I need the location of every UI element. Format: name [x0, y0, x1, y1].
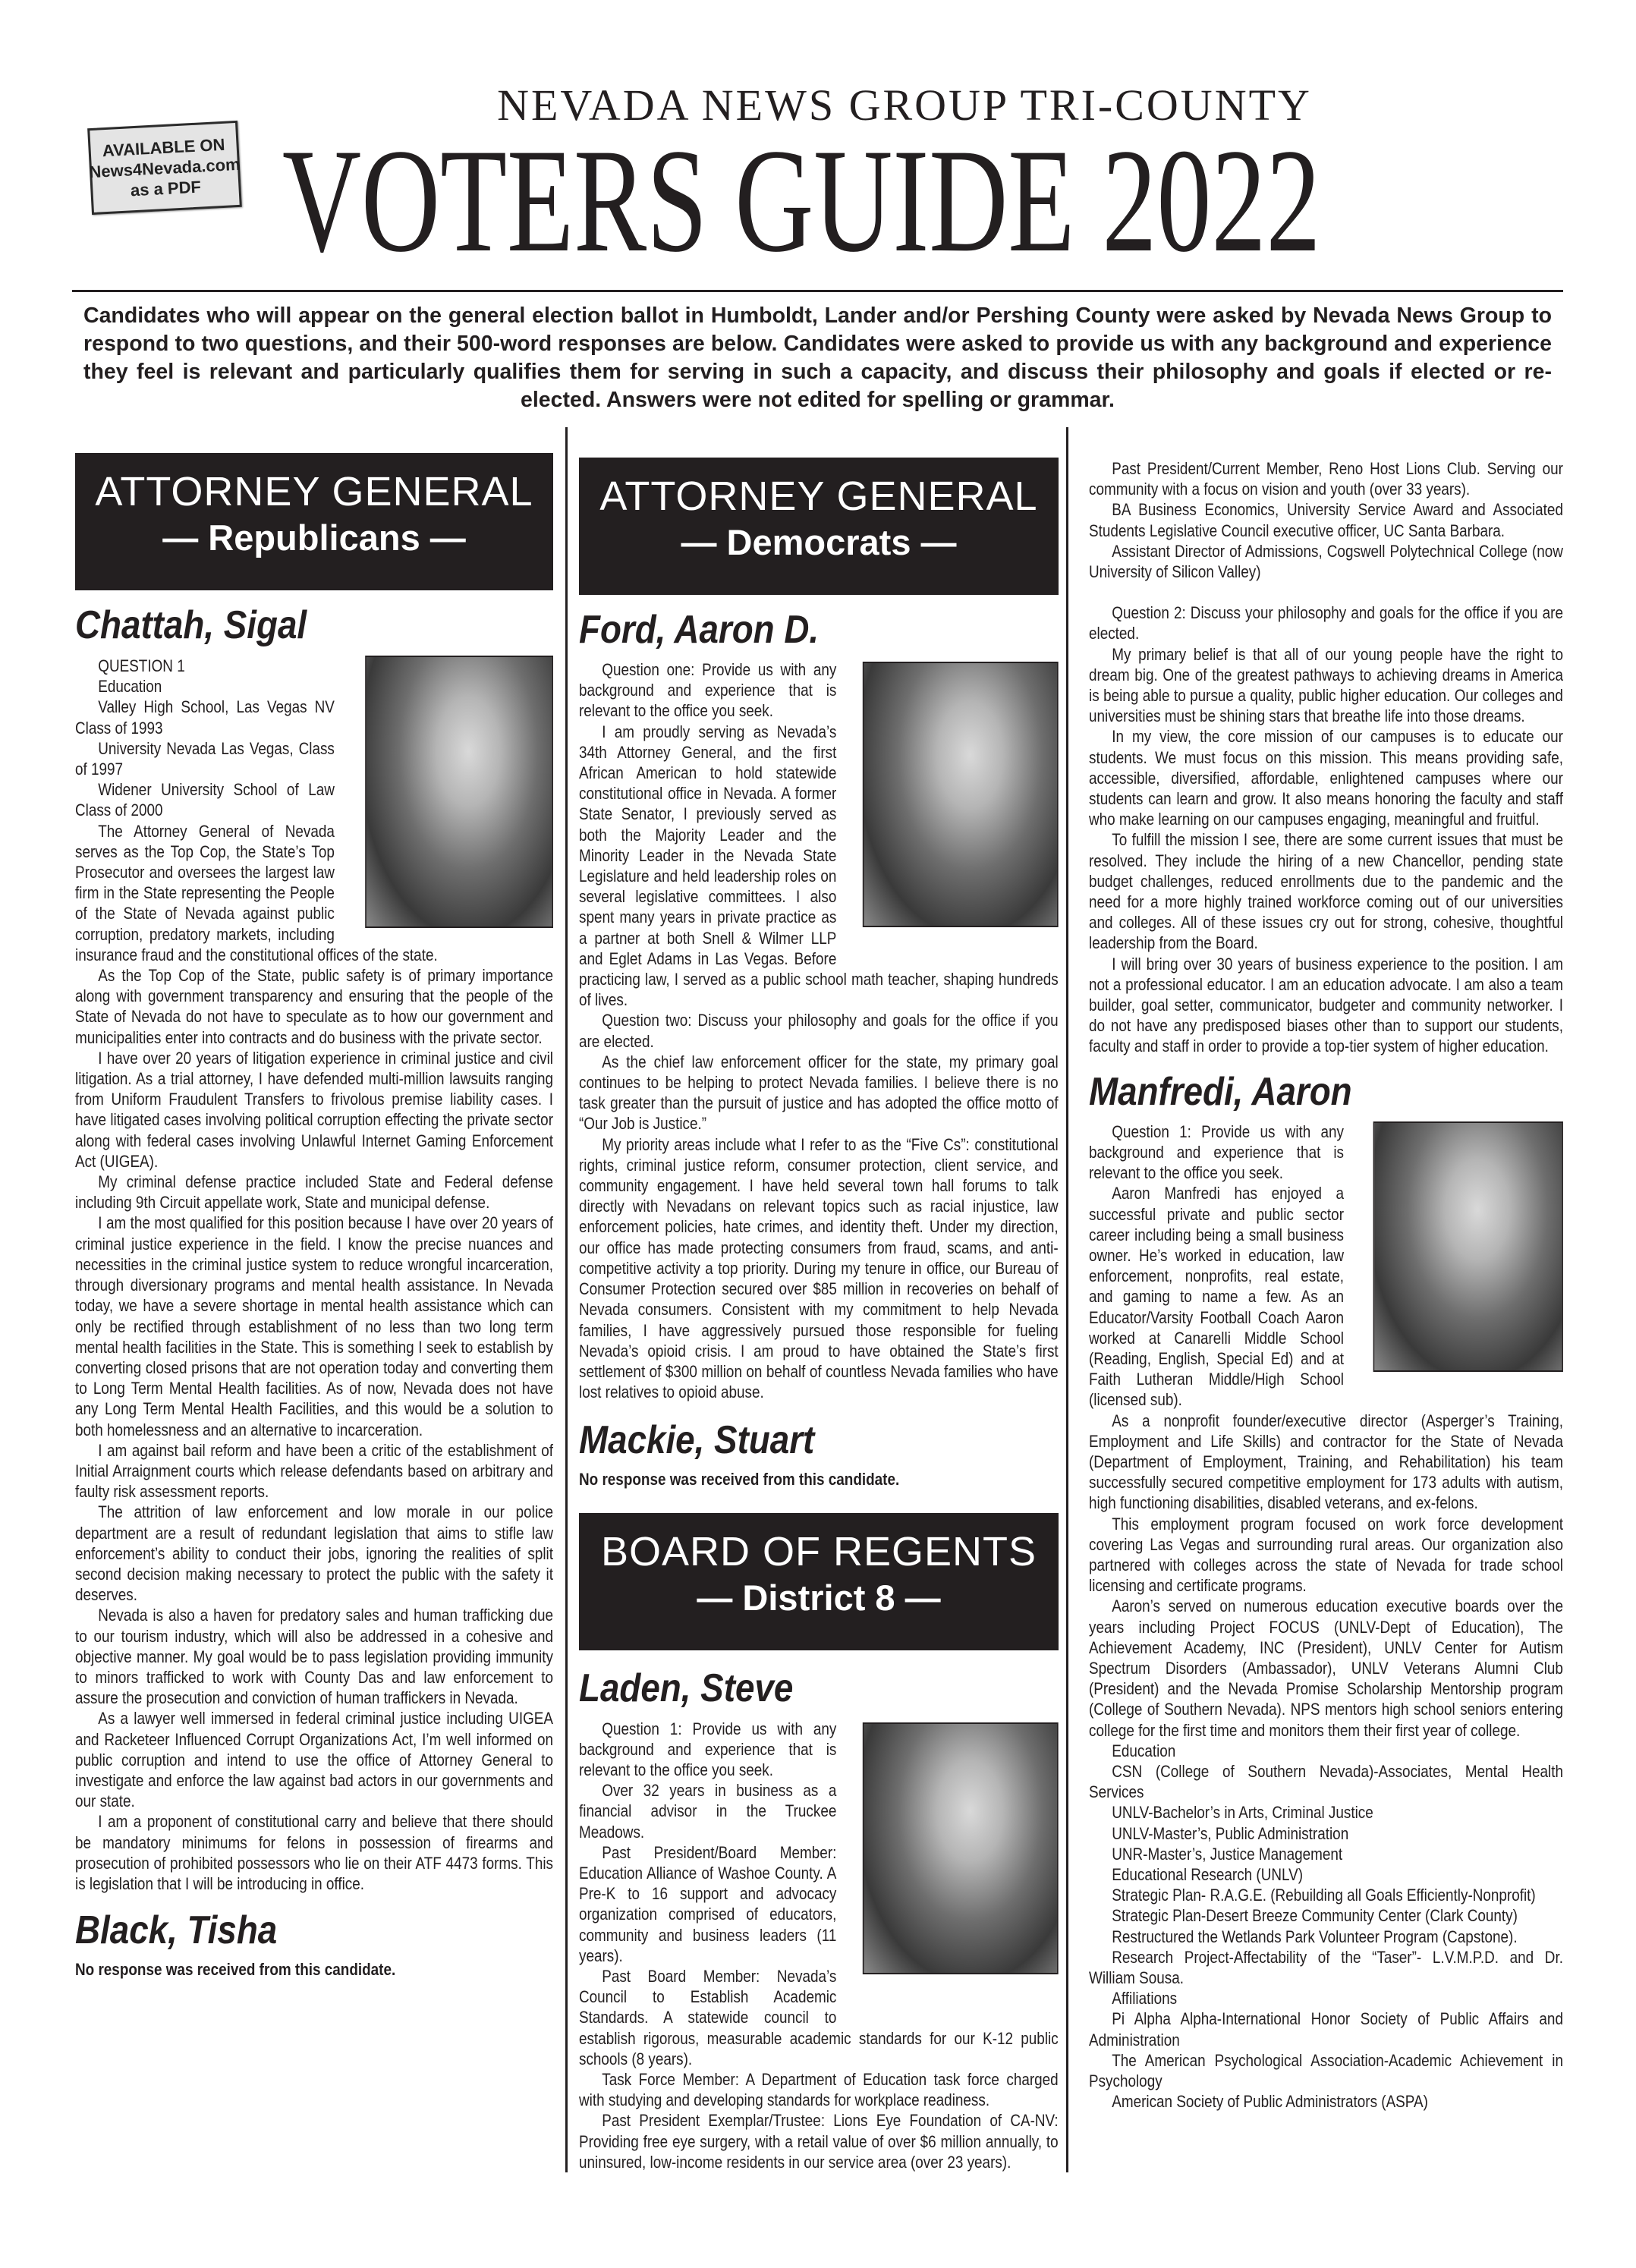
intro-text: Candidates who will appear on the general election ballot in Humboldt, Lander and/or Pershing County were asked by Nevada News Group to respond to two questions, and their 500-word responses are below. Candidates were asked to provide us with any background and experience they feel is relevant and particularly qualifies them for serving in such a capacity, and discuss their philosophy and goals if elected or re-elected. Answers were not edited for spelling or grammar.: [83, 304, 1552, 412]
candidate-name: Mackie, Stuart: [579, 1418, 815, 1463]
response-paragraph: Question 1: Provide us with any background and experience that is relevant to the office you seek.: [1089, 1121, 1344, 1183]
candidate-response-laden: [579, 1719, 1059, 2172]
column-3: [1089, 458, 1563, 2112]
response-paragraph: Valley High School, Las Vegas NV Class of 1993: [75, 697, 335, 738]
response-paragraph: Task Force Member: A Department of Education task force charged with studying and developing standards for workplace readiness.: [579, 2069, 1059, 2110]
candidate-name: Ford, Aaron D.: [579, 608, 820, 652]
response-paragraph: Past President/Board Member: Education Alliance of Washoe County. A Pre-K to 16 support and advocacy organization comprised of educators, community and business leaders (11 years).: [579, 1842, 837, 1965]
response-paragraph: Aaron Manfredi has enjoyed a successful private and public sector career including being a small business owner. He’s worked in education, law enforcement, nonprofits, real estate, and gaming to name a few. As an Educator/Varsity Football Coach Aaron worked at Canarelli Middle School (Reading, English, Special Ed) and at Faith Lutheran Middle/High School (licensed sub).: [1089, 1184, 1344, 1410]
response-paragraph: UNR-Master’s, Justice Management: [1112, 1844, 1343, 1864]
photo-float: [335, 656, 553, 944]
candidate-name: Chattah, Sigal: [75, 603, 307, 647]
response-paragraph: Education: [98, 677, 162, 697]
available-on-pdf-stamp: [87, 121, 242, 215]
column-divider: [1066, 427, 1068, 2172]
response-paragraph: Widener University School of Law Class of 2000: [75, 780, 335, 820]
response-paragraph: BA Business Economics, University Service Award and Associated Students Legislative Council executive officer, UC Santa Barbara.: [1089, 500, 1563, 540]
response-paragraph: I am the most qualified for this position because I have over 20 years of criminal justice experience in the field. I know the precise nuances and necessities in the criminal justice system to reduce wrongful incarceration, through diversionary programs and mental health assistance. In Nevada today, we have a severe shortage in mental health assistance which can only be rectified through establishment of no less than two long term mental health facilities in the State. This is something I seek to establish by converting closed prisons that are not operation today and converting them to Long Term Mental Health facilities. As of now, Nevada does not have any Long Term Mental Health Facilities, and this would be a solution to both homelessness and an alternative to incarceration.: [75, 1213, 554, 1439]
no-response-note: No response was received from this candidate.: [75, 1960, 396, 1980]
section-header-board-of-regents: [579, 1513, 1059, 1650]
masthead-rule: [72, 290, 1563, 292]
candidate-photo: [863, 662, 1059, 927]
section-subtitle: — Democrats —: [681, 522, 957, 562]
response-paragraph: I will bring over 30 years of business experience to the position. I am not a professional educator. I am an education advocate. I am also a team builder, goal setter, communicator, budgeter and community networker. I do not have any predisposed biases other than to support our students, faculty and staff in order to provide a top-tier system of higher education.: [1089, 954, 1563, 1056]
response-paragraph: CSN (College of Southern Nevada)-Associates, Mental Health Services: [1089, 1761, 1563, 1802]
masthead-kicker: NEVADA NEWS GROUP TRI-COUNTY: [497, 80, 1312, 130]
response-paragraph: University Nevada Las Vegas, Class of 1997: [75, 738, 335, 779]
paragraph-list: [1089, 458, 1563, 582]
section-title: BOARD OF REGENTS: [600, 1528, 1037, 1574]
response-paragraph: I have over 20 years of litigation experience in criminal justice and civil litigation. As a trial attorney, I have defended multi-million lawsuits ranging from Uniform Fraudulent Transfers to frivolous premise liability cases. I have litigated cases involving political corruption effecting the private sector along with federal cases involving Unlawful Internet Gaming Enforcement Act (UIGEA).: [75, 1048, 554, 1171]
response-paragraph: Nevada is also a haven for predatory sales and human trafficking due to our tourism industry, which will also be addressed in a cohesive and objective manner. My goal would be to pass legislation providing immunity to minors trafficked to work with County Das and law enforcement to assure the prosecution and conviction of human traffickers in Nevada.: [75, 1606, 554, 1708]
response-paragraph: As the Top Cop of the State, public safety is of primary importance along with government transparency and ensuring that the people of the State of Nevada do not have to speculate as to how our government and municipalities enter into contracts and do business with the private sector.: [75, 966, 554, 1047]
candidate-response-chattah: [75, 656, 553, 1894]
stamp-line: News4Nevada.com: [88, 154, 241, 181]
response-paragraph: Education: [1112, 1741, 1176, 1760]
response-paragraph: Strategic Plan-Desert Breeze Community Center (Clark County): [1112, 1906, 1518, 1926]
masthead-title: VOTERS GUIDE 2022: [282, 118, 1321, 283]
section-title: ATTORNEY GENERAL: [95, 469, 533, 514]
column-1: [75, 453, 553, 1980]
response-paragraph: Pi Alpha Alpha-International Honor Society of Public Affairs and Administration: [1089, 2009, 1563, 2049]
response-paragraph: Assistant Director of Admissions, Cogswell Polytechnical College (now University of Silicon Valley): [1089, 541, 1563, 582]
response-paragraph: Question 1: Provide us with any background and experience that is relevant to the office you seek.: [579, 1719, 837, 1779]
candidate-name: Laden, Steve: [579, 1666, 794, 1710]
response-paragraph: Restructured the Wetlands Park Volunteer Program (Capstone).: [1112, 1927, 1518, 1946]
section-subtitle: — District 8 —: [697, 1577, 941, 1618]
response-paragraph: Affiliations: [1112, 1989, 1178, 2008]
response-paragraph: Research Project-Affectability of the “Taser”- L.V.M.P.D. and Dr. William Sousa.: [1089, 1947, 1563, 1988]
candidate-photo: [365, 656, 553, 928]
no-response-note: No response was received from this candidate.: [579, 1470, 900, 1489]
response-paragraph: In my view, the core mission of our campuses is to educate our students. We must focus on this mission. This means providing safe, accessible, diversified, affordable, enlightened campuses where our students can learn and grow. It also means honoring the faculty and staff who make learning on our campuses engaging, meaningful and fruitful.: [1089, 727, 1563, 829]
response-paragraph: Educational Research (UNLV): [1112, 1865, 1304, 1884]
response-paragraph: My criminal defense practice included State and Federal defense including 9th Circuit appellate work, State and municipal defense.: [75, 1172, 554, 1213]
response-paragraph: My priority areas include what I refer to as the “Five Cs”: constitutional rights, criminal justice reform, consumer protection, client service, and community engagement. I have held several town hall forums to talk directly with Nevadans on relevant topics such as racial injustice, law enforcement policies, hate crimes, and identity theft. Under my direction, our office has made protecting consumers from fraud, scams, and anti-competitive activity a top priority. During my tenure in office, our Bureau of Consumer Protection secured over $85 million in recoveries on behalf of Nevada consumers. Consistent with my commitment to help Nevada families, I have aggressively pursued those responsible for fueling Nevada’s opioid crisis. I am proud to have obtained the State’s first settlement of $300 million on behalf of countless Nevada families who have lost relatives to opioid abuse.: [579, 1134, 1059, 1402]
column-2: [579, 458, 1059, 2172]
response-paragraph: Question one: Provide us with any background and experience that is relevant to the office you seek.: [579, 660, 837, 721]
candidate-name: Manfredi, Aaron: [1089, 1069, 1352, 1114]
stamp-line: AVAILABLE ON: [102, 134, 225, 160]
response-paragraph: As the chief law enforcement officer for the state, my primary goal continues to be helping to protect Nevada families. I believe there is no task greater than the pursuit of justice and has adopted the office motto of “Our Job is Justice.”: [579, 1052, 1059, 1134]
candidate-photo: [1373, 1121, 1563, 1372]
photo-float: [1344, 1121, 1563, 1410]
section-subtitle: — Republicans —: [162, 517, 466, 558]
response-paragraph: Past Board Member: Nevada’s Council to Establish Academic Standards. A statewide council to establish rigorous, measurable academic standards for our K-12 public schools (8 years).: [579, 1966, 1059, 2068]
response-paragraph: UNLV-Master’s, Public Administration: [1112, 1823, 1349, 1843]
column-divider: [565, 427, 568, 2172]
response-paragraph: To fulfill the mission I see, there are some current issues that must be resolved. They include the hiring of a new Chancellor, pending state budget challenges, reduced enrollments due to the pandemic and the need for a more highly trained workforce coming out of our universities and colleges. All of these issues cry out for strong, cohesive, thoughtful leadership from the Board.: [1089, 830, 1563, 953]
section-title: ATTORNEY GENERAL: [599, 473, 1038, 519]
section-header-attorney-general-democrats: [579, 458, 1059, 595]
candidate-name: Black, Tisha: [75, 1908, 278, 1953]
response-paragraph: Strategic Plan- R.A.G.E. (Rebuilding all Goals Efficiently-Nonprofit): [1112, 1886, 1536, 1905]
response-paragraph: As a lawyer well immersed in federal criminal justice including UIGEA and Racketeer Influenced Corrupt Organizations Act, I’m well informed on public corruption and intend to use the office of Attorney General to investigate and enforce the law against bad actors in our governments and our state.: [75, 1709, 554, 1811]
response-paragraph: Past President Exemplar/Trustee: Lions Eye Foundation of CA-NV: Providing free eye surgery, with a retail value of over $6 million annually, to uninsured, low-income residents in our service area (over 23 years).: [579, 2111, 1059, 2172]
response-paragraph: The American Psychological Association-Academic Achievement in Psychology: [1089, 2050, 1563, 2091]
response-paragraph: Question 2: Discuss your philosophy and goals for the office if you are elected.: [1089, 603, 1563, 643]
photo-float: [836, 1722, 1058, 2011]
response-paragraph: The Attorney General of Nevada serves as the Top Cop, the State’s Top Prosecutor and oversees the largest law firm in the State representing the People of the State of Nevada against public corruption, predatory markets, including insurance fraud and the constitutional offices of the state.: [75, 821, 438, 964]
masthead-title-wrap: [282, 118, 1534, 283]
response-paragraph: This employment program focused on work force development covering Las Vegas and surrounding rural areas. Our organization also partnered with colleges across the state of Nevada for trade school licensing and certificate programs.: [1089, 1514, 1563, 1596]
candidate-response-ford: [579, 659, 1059, 1402]
candidate-response-laden-continued: [1089, 458, 1563, 1057]
response-paragraph: QUESTION 1: [98, 656, 185, 675]
response-paragraph: American Society of Public Administrators (ASPA): [1112, 2092, 1428, 2112]
response-paragraph: The attrition of law enforcement and low morale in our police department are a result of redundant legislation that aims to stifle law enforcement’s ability to conduct their jobs, ignoring the realities of split second decision making necessary to protect the public with the safety it deserves.: [75, 1502, 554, 1605]
response-paragraph: Over 32 years in business as a financial advisor in the Truckee Meadows.: [579, 1781, 837, 1842]
response-paragraph: My primary belief is that all of our young people have the right to dream big. One of the greatest pathways to achieving dreams in America is being able to pursue a quality, public higher education. Our colleges and universities must be shining stars that breathe life into those dreams.: [1089, 644, 1563, 726]
response-paragraph: As a nonprofit founder/executive director (Asperger’s Training, Employment and Life Skills) and contractor for the State of Nevada (Department of Employment, Training, and Rehabilitation) his team successfully secured competitive employment for 173 adults with autism, high functioning disabilities, disabled veterans, and ex-felons.: [1089, 1411, 1563, 1513]
photo-float: [836, 662, 1058, 950]
stamp-line: as a PDF: [130, 177, 202, 200]
paragraph-list: [1089, 602, 1563, 1056]
response-paragraph: UNLV-Bachelor’s in Arts, Criminal Justice: [1112, 1803, 1373, 1823]
response-paragraph: I am a proponent of constitutional carry and believe that there should be mandatory minimums for felons in possession of firearms and prosecution of prohibited possessors who lie on their ATF 4473 forms. This is legislation that I will be introducing in office.: [75, 1812, 554, 1893]
response-paragraph: I am proudly serving as Nevada’s 34th Attorney General, and the first African American to hold statewide constitutional office in Nevada. A former State Senator, I previously served as both the Majority Leader and the Minority Leader in the Nevada State Legislature and held leadership roles on several legislative committees. I also spent many years in private practice as a partner at both Snell & Wilmer LLP and Eglet Adams in Las Vegas. Before practicing law, I served as a public school math teacher, shaping hundreds of lives.: [579, 722, 1059, 1010]
response-paragraph: Aaron’s served on numerous education executive boards over the years including Project FOCUS (UNLV-Dept of Education), The Achievement Academy, INC (President), UNLV Center for Autism Spectrum Disorders (Ambassador), UNLV Veterans Alumni Club (President) and the Nevada Promise Scholarship Mentorship program (College of Southern Nevada). NPS mentors high school seniors entering college for the first time and monitors them their first year of college.: [1089, 1596, 1563, 1740]
candidate-photo: [863, 1722, 1059, 1974]
response-paragraph: Question two: Discuss your philosophy and goals for the office if you are elected.: [579, 1011, 1059, 1051]
candidate-response-manfredi: [1089, 1121, 1563, 2112]
response-paragraph: I am against bail reform and have been a critic of the establishment of Initial Arraignment courts which release defendants based on arbitrary and faulty risk assessment reports.: [75, 1440, 554, 1502]
response-paragraph: Past President/Current Member, Reno Host Lions Club. Serving our community with a focus on vision and youth (over 33 years).: [1089, 459, 1563, 499]
section-header-attorney-general-republicans: [75, 453, 553, 590]
